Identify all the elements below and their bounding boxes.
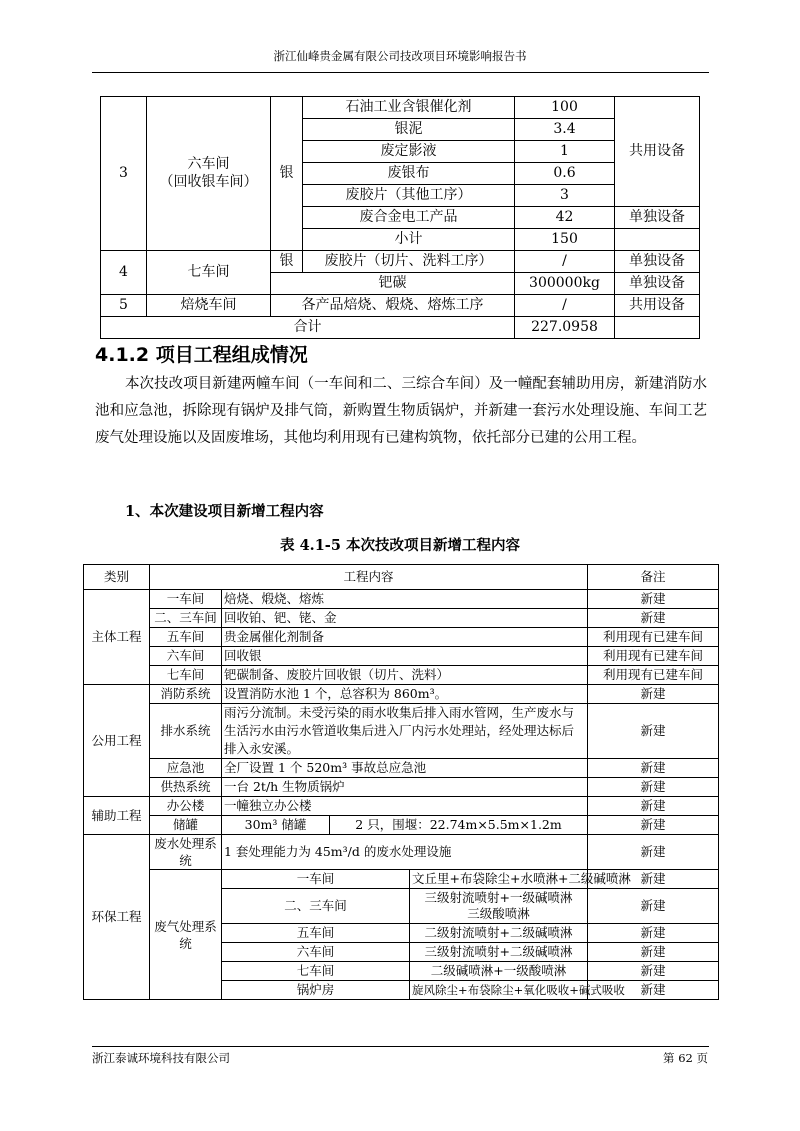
new-engineering-content-table bbox=[83, 564, 719, 1000]
gas-process: 文丘里+布袋除尘+水喷淋+二级碱喷淋 bbox=[410, 870, 588, 889]
item-content: 设置消防水池 1 个，总容积为 860m³。 bbox=[222, 685, 588, 704]
header-rule bbox=[92, 72, 709, 73]
item-name: 五车间 bbox=[150, 628, 222, 647]
gas-source: 五车间 bbox=[222, 924, 410, 943]
page-header: 浙江仙峰贵金属有限公司技改项目环境影响报告书 bbox=[273, 49, 527, 63]
table-row bbox=[84, 797, 719, 816]
category-cell: 辅助工程 bbox=[84, 797, 150, 835]
item-remark: 新建 bbox=[588, 870, 719, 889]
item-content: 钯碳制备、废胶片回收银（切片、洗料） bbox=[222, 666, 588, 685]
equipment-note-cell: 共用设备 bbox=[615, 295, 700, 317]
quantity-cell: 3.4 bbox=[515, 119, 615, 141]
quantity-cell: 300000kg bbox=[515, 273, 615, 295]
gas-process: 三级射流喷射+一级碱喷淋 三级酸喷淋 bbox=[410, 889, 588, 924]
item-remark: 新建 bbox=[588, 759, 719, 778]
quantity-cell: / bbox=[515, 251, 615, 273]
item-remark: 新建 bbox=[588, 835, 719, 870]
item-content: 全厂设置 1 个 520m³ 事故总应急池 bbox=[222, 759, 588, 778]
item-content: 雨污分流制。未受污染的雨水收集后排入雨水管网，生产废水与生活污水由污水管道收集后进入厂内污水处理站，经处理达标后排入永安溪。 bbox=[222, 704, 588, 759]
material-cell: 废合金电工产品 bbox=[303, 207, 515, 229]
item-remark: 新建 bbox=[588, 590, 719, 609]
material-cell: 各产品焙烧、煅烧、熔炼工序 bbox=[271, 295, 515, 317]
item-remark: 新建 bbox=[588, 889, 719, 924]
item-name: 废水处理系统 bbox=[150, 835, 222, 870]
material-cell: 废胶片（切片、洗料工序） bbox=[303, 251, 515, 273]
table-row bbox=[101, 251, 700, 273]
gas-source: 一车间 bbox=[222, 870, 410, 889]
subtotal-value: 150 bbox=[515, 229, 615, 251]
table-row bbox=[101, 317, 700, 339]
subsection-heading: 1、本次建设项目新增工程内容 bbox=[125, 503, 324, 520]
footer-company: 浙江泰诚环境科技有限公司 bbox=[92, 1051, 230, 1065]
table-row bbox=[84, 647, 719, 666]
quantity-cell: 100 bbox=[515, 97, 615, 119]
total-label: 合计 bbox=[101, 317, 515, 339]
quantity-cell: 1 bbox=[515, 141, 615, 163]
table-row bbox=[84, 666, 719, 685]
header-content: 工程内容 bbox=[150, 565, 588, 590]
table-row bbox=[84, 835, 719, 870]
workshop-cell: 焙烧车间 bbox=[147, 295, 271, 317]
equipment-note-cell: 单独设备 bbox=[615, 273, 700, 295]
section-heading: 4.1.2 项目工程组成情况 bbox=[95, 344, 308, 366]
item-remark: 利用现有已建车间 bbox=[588, 666, 719, 685]
item-name: 排水系统 bbox=[150, 704, 222, 759]
gas-source: 七车间 bbox=[222, 962, 410, 981]
item-name: 消防系统 bbox=[150, 685, 222, 704]
material-cell: 废银布 bbox=[303, 163, 515, 185]
item-remark: 新建 bbox=[588, 778, 719, 797]
item-name: 一车间 bbox=[150, 590, 222, 609]
item-remark: 新建 bbox=[588, 924, 719, 943]
metal-cell: 银 bbox=[271, 97, 303, 251]
table-row bbox=[84, 609, 719, 628]
table-row bbox=[84, 628, 719, 647]
item-remark: 新建 bbox=[588, 981, 719, 1000]
table-row bbox=[84, 816, 719, 835]
quantity-cell: 3 bbox=[515, 185, 615, 207]
row-number: 4 bbox=[101, 251, 147, 295]
material-cell: 银泥 bbox=[303, 119, 515, 141]
table-row bbox=[84, 759, 719, 778]
quantity-cell: 42 bbox=[515, 207, 615, 229]
body-paragraph: 本次技改项目新建两幢车间（一车间和二、三综合车间）及一幢配套辅助用房，新建消防水池和应急池，拆除现有锅炉及排气筒，新购置生物质锅炉，并新建一套污水处理设施、车间工艺废气处理设施以及固废堆场，其他均利用现有已建构筑物，依托部分已建的公用工程。 bbox=[95, 376, 707, 446]
item-name: 七车间 bbox=[150, 666, 222, 685]
quantity-cell: 0.6 bbox=[515, 163, 615, 185]
table-row bbox=[84, 778, 719, 797]
item-content: 一幢独立办公楼 bbox=[222, 797, 588, 816]
material-cell: 废定影液 bbox=[303, 141, 515, 163]
tank-spec: 2 只，围堰：22.74m×5.5m×1.2m bbox=[330, 816, 588, 835]
item-content: 回收铂、钯、铑、金 bbox=[222, 609, 588, 628]
gas-process: 二级碱喷淋+一级酸喷淋 bbox=[410, 962, 588, 981]
category-cell: 公用工程 bbox=[84, 685, 150, 797]
item-name: 应急池 bbox=[150, 759, 222, 778]
material-cell: 钯碳 bbox=[271, 273, 515, 295]
material-cell: 废胶片（其他工序） bbox=[303, 185, 515, 207]
item-name: 办公楼 bbox=[150, 797, 222, 816]
gas-source: 二、三车间 bbox=[222, 889, 410, 924]
item-remark: 利用现有已建车间 bbox=[588, 628, 719, 647]
tank-volume: 30m³ 储罐 bbox=[222, 816, 330, 835]
item-name: 二、三车间 bbox=[150, 609, 222, 628]
row-number: 3 bbox=[101, 97, 147, 251]
table-row bbox=[84, 870, 719, 889]
gas-process: 二级射流喷射+二级碱喷淋 bbox=[410, 924, 588, 943]
item-remark: 新建 bbox=[588, 797, 719, 816]
empty-cell bbox=[615, 229, 700, 251]
item-name: 供热系统 bbox=[150, 778, 222, 797]
row-number: 5 bbox=[101, 295, 147, 317]
header-category: 类别 bbox=[84, 565, 150, 590]
item-remark: 新建 bbox=[588, 816, 719, 835]
quantity-cell: / bbox=[515, 295, 615, 317]
equipment-note-cell: 共用设备 bbox=[615, 97, 700, 207]
equipment-note-cell: 单独设备 bbox=[615, 251, 700, 273]
workshop-cell: 六车间 （回收银车间） bbox=[147, 97, 271, 251]
total-value: 227.0958 bbox=[515, 317, 615, 339]
item-remark: 利用现有已建车间 bbox=[588, 647, 719, 666]
category-cell: 主体工程 bbox=[84, 590, 150, 685]
header-remark: 备注 bbox=[588, 565, 719, 590]
item-remark: 新建 bbox=[588, 685, 719, 704]
table-row bbox=[84, 590, 719, 609]
gas-process: 旋风除尘+布袋除尘+氧化吸收+碱式吸收 bbox=[410, 981, 588, 1000]
item-content: 贵金属催化剂制备 bbox=[222, 628, 588, 647]
item-remark: 新建 bbox=[588, 962, 719, 981]
workshop-cell: 七车间 bbox=[147, 251, 271, 295]
item-remark: 新建 bbox=[588, 943, 719, 962]
item-content: 一台 2t/h 生物质锅炉 bbox=[222, 778, 588, 797]
table-row bbox=[84, 685, 719, 704]
table-header-row bbox=[84, 565, 719, 590]
category-cell: 环保工程 bbox=[84, 835, 150, 1000]
footer-rule bbox=[92, 1046, 709, 1047]
gas-source: 锅炉房 bbox=[222, 981, 410, 1000]
table-caption: 表 4.1-5 本次技改项目新增工程内容 bbox=[280, 537, 520, 554]
table-row bbox=[84, 704, 719, 759]
empty-cell bbox=[615, 317, 700, 339]
item-remark: 新建 bbox=[588, 609, 719, 628]
item-name: 废气处理系统 bbox=[150, 870, 222, 1000]
item-content: 回收银 bbox=[222, 647, 588, 666]
item-remark: 新建 bbox=[588, 704, 719, 759]
metal-cell: 银 bbox=[271, 251, 303, 273]
item-name: 储罐 bbox=[150, 816, 222, 835]
table-row bbox=[101, 295, 700, 317]
gas-process: 三级射流喷射+二级碱喷淋 bbox=[410, 943, 588, 962]
item-content: 1 套处理能力为 45m³/d 的废水处理设施 bbox=[222, 835, 588, 870]
item-content: 焙烧、煅烧、熔炼 bbox=[222, 590, 588, 609]
material-cell: 石油工业含银催化剂 bbox=[303, 97, 515, 119]
table-row bbox=[101, 97, 700, 119]
subtotal-label: 小计 bbox=[303, 229, 515, 251]
gas-source: 六车间 bbox=[222, 943, 410, 962]
production-capacity-table bbox=[100, 96, 700, 339]
page-number: 第 62 页 bbox=[663, 1051, 708, 1065]
item-name: 六车间 bbox=[150, 647, 222, 666]
equipment-note-cell: 单独设备 bbox=[615, 207, 700, 229]
